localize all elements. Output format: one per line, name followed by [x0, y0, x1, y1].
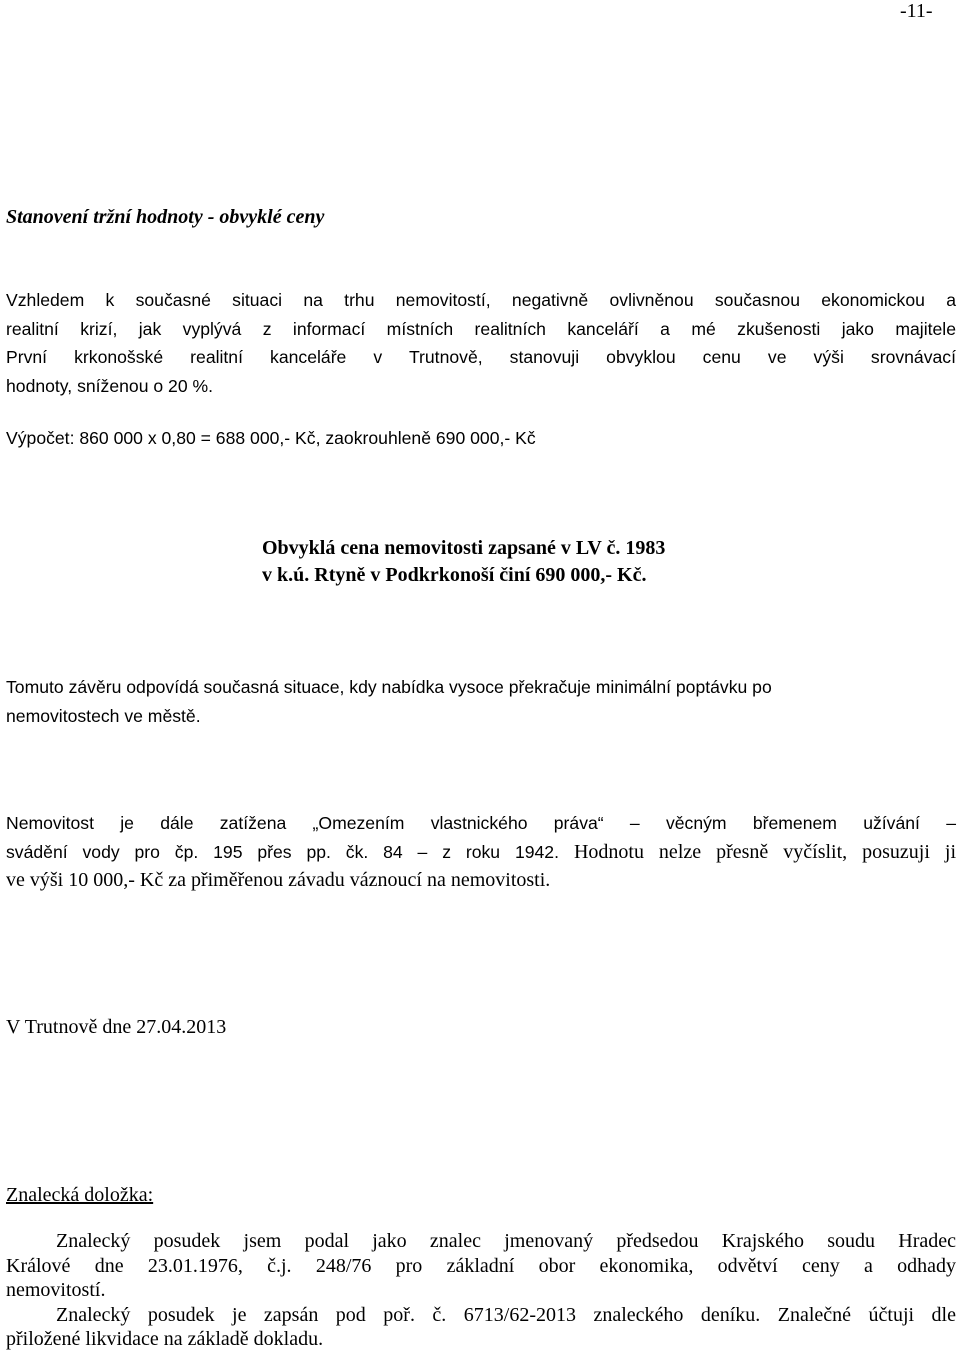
encumbrance-line-3: ve výši 10 000,- Kč za přiměřenou závadu váznoucí na nemovitosti.	[6, 869, 551, 891]
encumbrance-line-1: Nemovitost je dále zatížena „Omezením vlastnického práva“ – věcným břemenem užívání –	[6, 813, 956, 833]
page-number: -11-	[900, 0, 933, 22]
section-heading: Stanovení tržní hodnoty - obvyklé ceny	[6, 206, 325, 228]
intro-line-3: První krkonošské realitní kanceláře v Trutnově, stanovuji obvyklou cenu ve výši srovnávací	[6, 347, 956, 367]
intro-line-4: hodnoty, sníženou o 20 %.	[6, 375, 214, 396]
result-line-1: Obvyklá cena nemovitosti zapsané v LV č. 1983	[262, 537, 666, 559]
intro-line-2: realitní krizí, jak vyplývá z informací místních realitních kanceláří a mé zkušenosti jako majitele	[6, 318, 956, 339]
expert-para1-line-3: nemovitostí.	[6, 1279, 106, 1301]
encumbrance-line-2-start: svádění vody pro čp. 195 přes pp. čk. 84 – z roku 1942.	[6, 841, 559, 862]
encumbrance-line-2	[6, 838, 956, 867]
conclusion-line-1: Tomuto závěru odpovídá současná situace, kdy nabídka vysoce překračuje minimální poptávku po	[6, 677, 772, 697]
conclusion-paragraph	[6, 673, 946, 730]
conclusion-line-2: nemovitostech ve městě.	[6, 705, 201, 726]
result-statement	[262, 535, 665, 589]
encumbrance-line-2-end: Hodnotu nelze přesně vyčíslit, posuzuji ji	[558, 840, 956, 863]
intro-line-1: Vzhledem k současné situaci na trhu nemovitostí, negativně ovlivněnou současnou ekonomickou a	[6, 290, 956, 310]
expert-para2-line-1: Znalecký posudek je zapsán pod poř. č. 6713/62-2013 znaleckého deníku. Znalečné účtuji dle	[56, 1303, 956, 1326]
encumbrance-paragraph	[6, 809, 956, 895]
expert-para1-line-2: Králové dne 23.01.1976, č.j. 248/76 pro základní obor ekonomika, odvětví ceny a odhady	[6, 1254, 956, 1277]
place-and-date: V Trutnově dne 27.04.2013	[6, 1016, 227, 1038]
result-line-2: v k.ú. Rtyně v Podkrkonoší činí 690 000,- Kč.	[262, 564, 647, 586]
expert-para1-line-1: Znalecký posudek jsem podal jako znalec jmenovaný předsedou Krajského soudu Hradec	[56, 1230, 956, 1252]
expert-clause-title: Znalecká doložka:	[6, 1184, 154, 1206]
expert-clause-body	[6, 1229, 956, 1352]
expert-para2-line-2: přiložené likvidace na základě dokladu.	[6, 1328, 324, 1350]
calculation-line: Výpočet: 860 000 x 0,80 = 688 000,- Kč, zaokrouhleně 690 000,- Kč	[6, 428, 536, 448]
intro-paragraph	[6, 286, 956, 400]
